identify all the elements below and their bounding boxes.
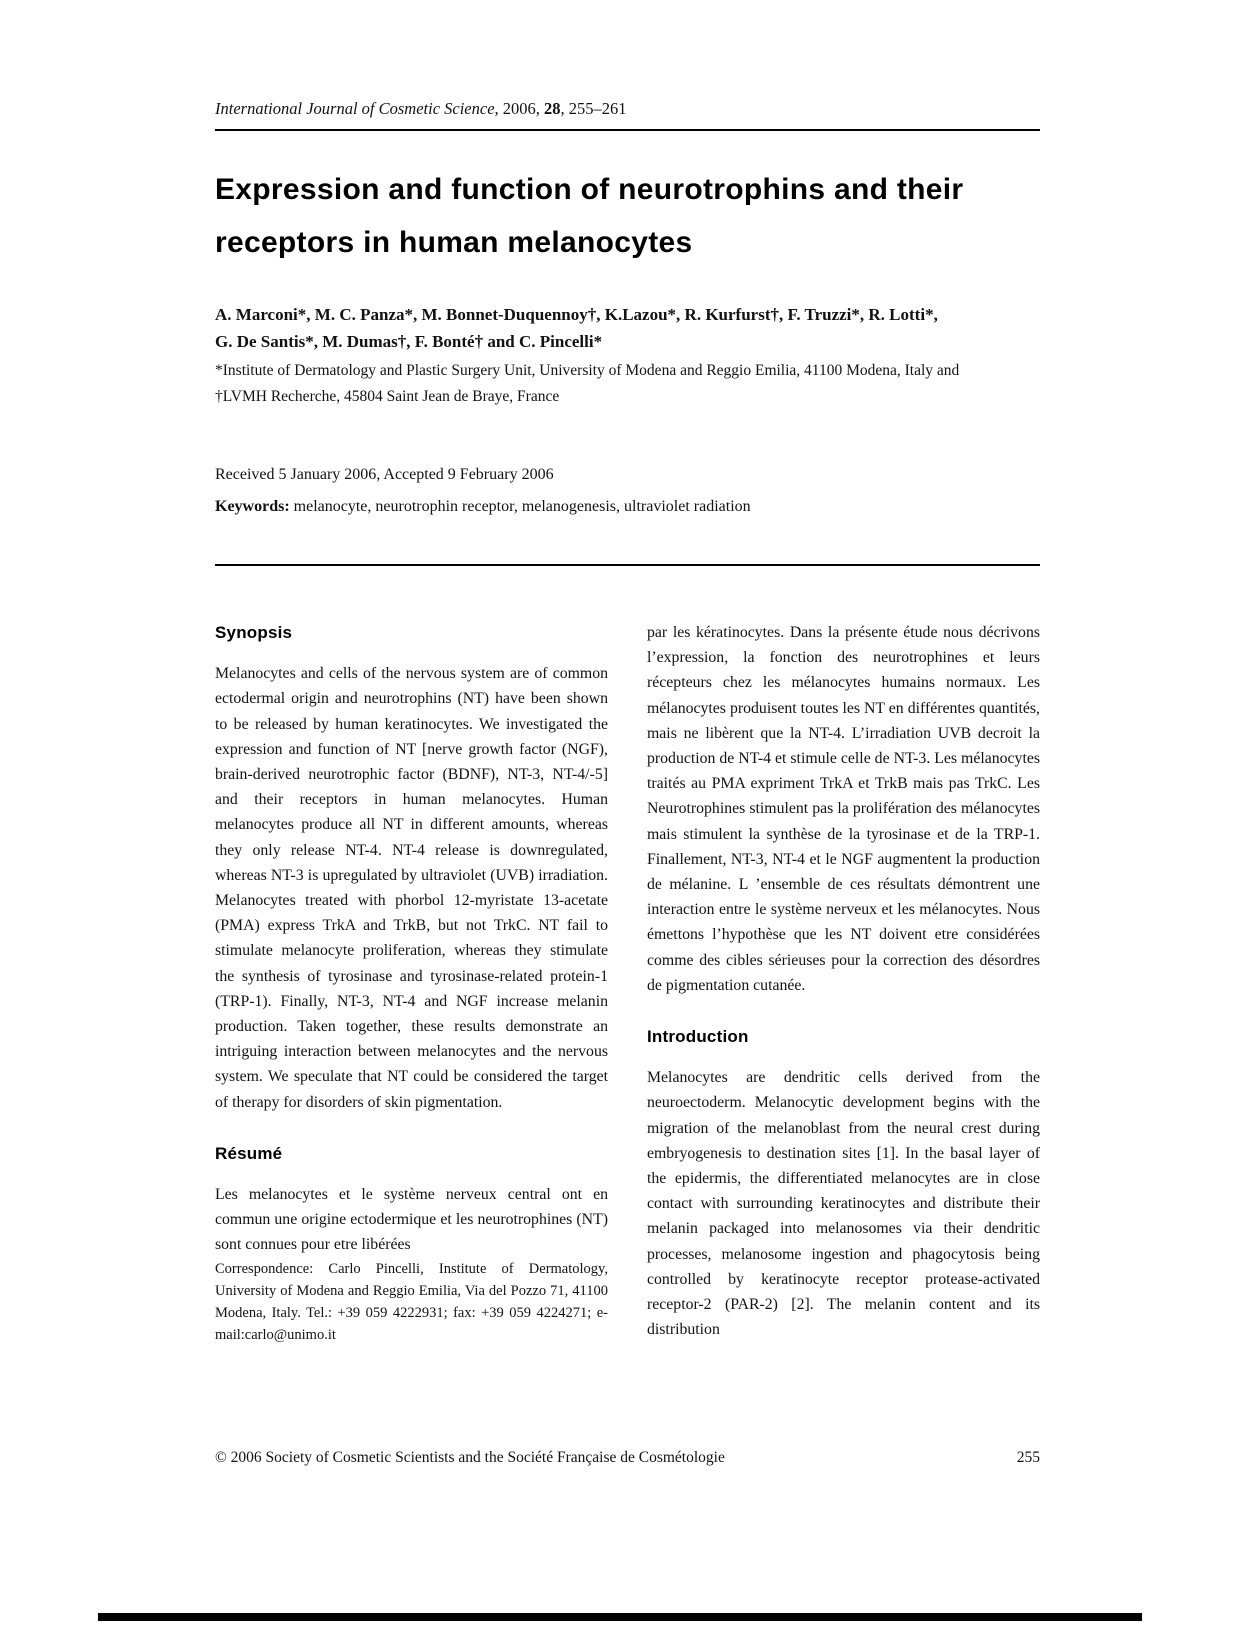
affiliation-line1: *Institute of Dermatology and Plastic Surgery Unit, University of Modena and Reggio Emilia, 41100 Modena, Italy and [215,362,960,379]
resume-heading: Résumé [215,1143,283,1163]
keywords-text: melanocyte, neurotrophin receptor, melanogenesis, ultraviolet radiation [289,498,751,515]
affiliations [215,358,1040,410]
author-list [215,301,1040,355]
affiliation-line2: †LVMH Recherche, 45804 Saint Jean de Braye, France [215,388,560,405]
author-list-line2: G. De Santis*, M. Dumas†, F. Bonté† and C. Pincelli* [215,332,603,351]
introduction-paragraph: Melanocytes are dendritic cells derived from the neuroectoderm. Melanocytic development begins with the migration of the melanoblast from the neural crest during embryogenesis to destination sites [1]. In the basal layer of the epidermis, the differentiated melanocytes are in close contact with surrounding keratinocytes and distribute their melanin packaged into melanosomes via their dendritic processes, melanosome ingestion and phagocytosis being controlled by keratinocyte receptor protease-activated receptor-2 (PAR-2) [2]. The melanin content and its distribution [647,1069,1040,1339]
header-rule [215,129,1040,131]
journal-volume: 28 [544,99,561,118]
keywords-line [215,498,1040,516]
journal-year: , 2006, [494,99,545,118]
page-bottom-edge [98,1613,1142,1621]
received-accepted-line: Received 5 January 2006, Accepted 9 February 2006 [215,466,554,483]
correspondence-note: Correspondence: Carlo Pincelli, Institute of Dermatology, University of Modena and Reggio Emilia, Via del Pozzo 71, 41100 Modena, Italy. Tel.: +39 059 4222931; fax: +39 059 4224271; e-mail:carlo@unimo.it [215,1260,608,1343]
abstract-divider-rule [215,564,1040,566]
journal-name: International Journal of Cosmetic Science [215,99,495,118]
left-column [215,620,608,1346]
synopsis-paragraph: Melanocytes and cells of the nervous system are of common ectodermal origin and neurotrophins (NT) have been shown to be released by human keratinocytes. We investigated the expression and function of NT [nerve growth factor (NGF), brain-derived neurotrophic factor (BDNF), NT-3, NT-4/-5] and their receptors in human melanocytes. Human melanocytes produce all NT in different amounts, whereas they only release NT-4. NT-4 release is downregulated, whereas NT-3 is upregulated by ultraviolet (UVB) irradiation. Melanocytes treated with phorbol 12-myristate 13-acetate (PMA) express TrkA and TrkB, but not TrkC. NT fail to stimulate melanocyte proliferation, whereas they stimulate the synthesis of tyrosinase and tyrosinase-related protein-1 (TRP-1). Finally, NT-3, NT-4 and NGF increase melanin production. Taken together, these results demonstrate an intriguing interaction between melanocytes and the nervous system. We speculate that NT could be considered the target of therapy for disorders of skin pigmentation. [215,665,608,1111]
synopsis-heading: Synopsis [215,623,293,642]
article-title [215,163,1040,269]
keywords-label: Keywords: [215,498,290,515]
article-title-line1: Expression and function of neurotrophins and their [215,173,964,206]
two-column-body [215,620,1040,1346]
page-footer [215,1449,1040,1467]
journal-pages: , 255–261 [560,99,627,118]
resume-paragraph: Les melanocytes et le système nerveux central ont en commun une origine ectodermique et les neurotrophines (NT) sont connues pour etre libérées [215,1186,608,1254]
footer-copyright: © 2006 Society of Cosmetic Scientists and the Société Française de Cosmétologie [215,1449,725,1466]
page-content [215,0,1040,1346]
introduction-heading: Introduction [647,1027,749,1047]
resume-continuation-paragraph: par les kératinocytes. Dans la présente étude nous décrivons l’expression, la fonction des neurotrophines et leurs récepteurs chez les mélanocytes humains normaux. Les mélanocytes produisent toutes les NT en différentes quantités, mais ne libèrent que la NT-4. L’irradiation UVB decroit la production de NT-4 et stimule celle de NT-3. Les mélanocytes traités au PMA expriment TrkA et TrkB mais pas TrkC. Les Neurotrophines stimulent pas la prolifération des mélanocytes mais stimulent la synthèse de la tyrosinase et de la TRP-1. Finallement, NT-3, NT-4 et le NGF augmentent la production de mélanine. L ’ensemble de ces résultats démontrent une interaction entre le système nerveux et les mélanocytes. Nous émettons l’hypothèse que les NT doivent etre considérées comme des cibles sérieuses pour la correction des désordres de pigmentation cutanée. [647,624,1040,994]
right-column [647,620,1040,1346]
author-list-line1: A. Marconi*, M. C. Panza*, M. Bonnet-Duquennoy†, K.Lazou*, R. Kurfurst†, F. Truzzi*, R. Lotti*, [215,305,938,324]
journal-line [215,99,1040,119]
article-title-line2: receptors in human melanocytes [215,226,693,259]
page-number: 255 [1016,1449,1040,1466]
